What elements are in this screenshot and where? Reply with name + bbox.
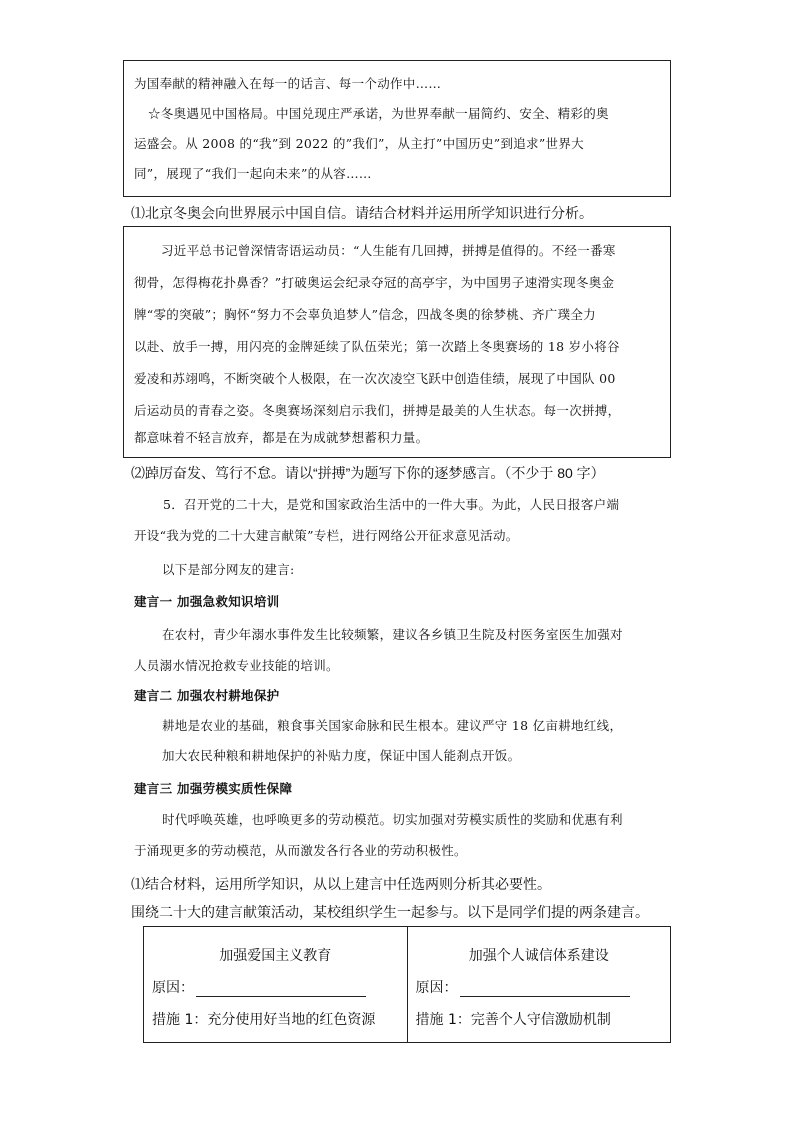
left-cell-reason [152,977,366,997]
right-cell-title: 加强个人诚信体系建设 [468,948,609,964]
right-cell-measure: 措施 1：完善个人守信激励机制 [415,1012,611,1028]
suggestion-3-line-2: 于涌现更多的劳动模范，从而激发各行各业的劳动积极性。 [134,843,467,858]
box2-line-1: 习近平总书记曾深情寄语运动员：“人生能有几回搏，拼搏是值得的。不经一番寒 [161,243,616,258]
box2-line-5: 爱凌和苏翊鸣，不断突破个人极限，在一次次凌空飞跃中创造佳绩，展现了中国队 00 [134,371,616,386]
box1-line-3: 运盛会。从 2008 的“我”到 2022 的”我们”，从主打”中国历史”到追求”世界大 [134,136,584,151]
suggestion-2-heading: 建言二 加强农村耕地保护 [134,688,280,703]
q5-line-2: 开设“我为党的二十大建言献策”专栏，进行网络公开征求意见活动。 [134,528,519,543]
q5-line-1: 5．召开党的二十大，是党和国家政治生活中的一件大事。为此，人民日报客户端 [163,497,620,512]
suggestion-2-line-1: 耕地是农业的基础，粮食事关国家命脉和民生根本。建议严守 18 亿亩耕地红线， [162,718,623,733]
right-reason-label: 原因： [415,980,458,996]
box2-line-4: 以赴、放手一搏，用闪亮的金牌延续了队伍荣光；第一次踏上冬奥赛场的 18 岁小将谷 [134,339,620,354]
question-5-1: ⑴结合材料，运用所学知识，从以上建言中任选两则分析其必要性。 [131,876,551,892]
right-reason-blank[interactable] [460,982,630,997]
left-reason-label: 原因： [152,980,194,996]
box2-line-3: 牌“零的突破”；胸怀“努力不会辜负追梦人”信念，四战冬奥的徐梦桃、齐广璞全力 [134,307,596,322]
box1-line-4: 同”，展现了“我们一起向未来”的从容…… [134,166,372,181]
left-cell-title: 加强爱国主义教育 [219,948,332,964]
suggestion-table [143,926,671,1043]
box2-line-2: 彻骨，怎得梅花扑鼻香？”打破奥运会纪录夺冠的高亭宇，为中国男子速滑实现冬奥金 [134,275,615,290]
suggestion-3-line-1: 时代呼唤英雄，也呼唤更多的劳动模范。切实加强对劳模实质性的奖励和优惠有利 [162,812,623,827]
right-cell-reason [416,977,630,997]
box1-line-1: 为国奉献的精神融入在每一的话言、每一个动作中…… [134,76,442,91]
question-1: ⑴北京冬奥会向世界展示中国自信。请结合材料并运用所学知识进行分析。 [131,205,593,221]
box1-line-2: ☆冬奥遇见中国格局。中国兑现庄严承诺，为世界奉献一届简约、安全、精彩的奥 [148,106,609,121]
suggestion-3-heading: 建言三 加强劳模实质性保障 [134,781,293,796]
suggestion-1-line-2: 人员溺水情况抢救专业技能的培训。 [134,658,339,673]
q5-line-3: 以下是部分网友的建言: [162,562,295,577]
suggestion-2-line-2: 加大农民种粮和耕地保护的补贴力度，保证中国人能刹点开饭。 [162,748,521,763]
suggestion-1-heading: 建言一 加强急救知识培训 [134,594,280,609]
suggestion-1-line-1: 在农村，青少年溺水事件发生比较频繁，建议各乡镇卫生院及村医务室医生加强对 [162,627,623,642]
left-reason-blank[interactable] [196,982,366,997]
suggestion-cell-left [144,927,408,1043]
box2-line-6: 后运动员的青春之姿。冬奥赛场深刻启示我们，拼搏是最美的人生状态。每一次拼搏， [134,403,621,418]
box2-line-7: 都意味着不轻言放弃，都是在为成就梦想蓄积力量。 [134,430,429,445]
left-cell-measure: 措施 1：充分使用好当地的红色资源 [152,1012,376,1028]
question-5-intro: 围绕二十大的建言献策活动，某校组织学生一起参与。以下是同学们提的两条建言。 [131,904,649,920]
suggestion-cell-right [407,927,671,1043]
question-2: ⑵踔厉奋发、笃行不怠。请以“拼搏”为题写下你的逐梦感言。（不少于 80 字） [131,465,605,481]
